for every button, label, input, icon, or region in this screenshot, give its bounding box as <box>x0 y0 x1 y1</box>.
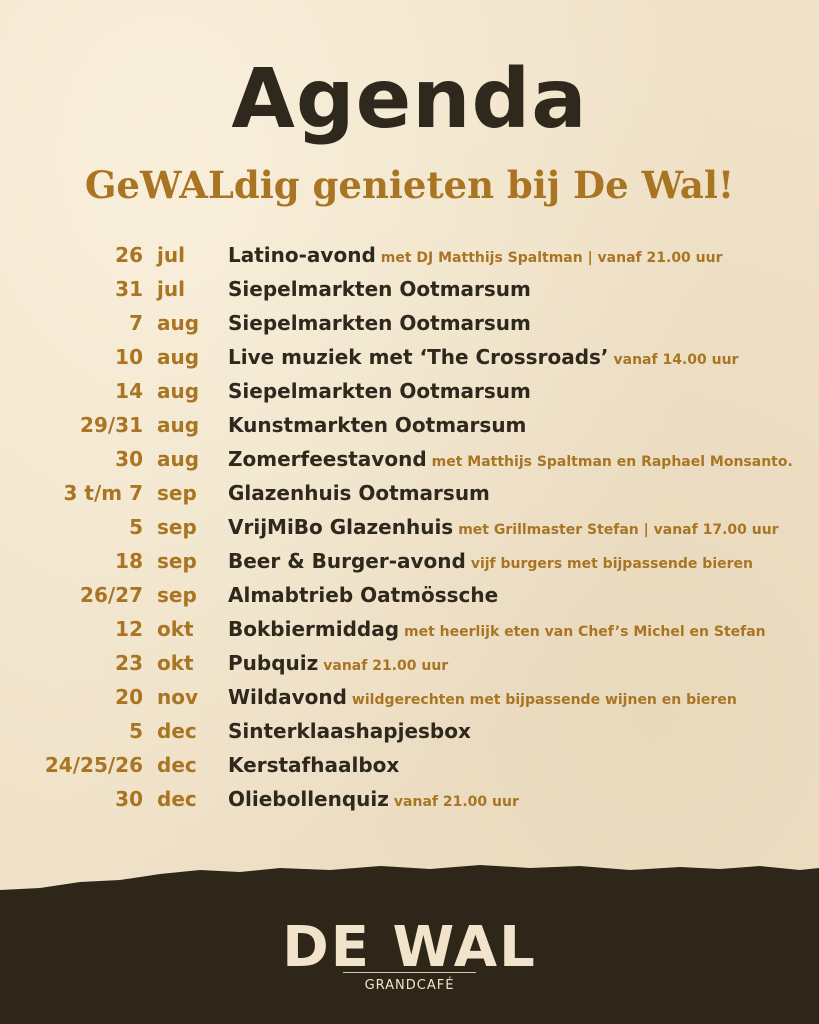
event-title: Glazenhuis Ootmarsum <box>228 481 490 505</box>
event-day: 23 <box>115 651 143 675</box>
event-month: jul <box>157 277 185 301</box>
event-day: 24/25/26 <box>44 753 143 777</box>
event-day: 5 <box>129 719 143 743</box>
agenda-row <box>0 750 819 784</box>
event-title: Kunstmarkten Ootmarsum <box>228 413 527 437</box>
agenda-row <box>0 512 819 546</box>
agenda-row <box>0 376 819 410</box>
event-entry <box>228 413 526 437</box>
event-month: okt <box>157 617 194 641</box>
event-month: sep <box>157 515 197 539</box>
event-month: aug <box>157 345 200 369</box>
event-title: Oliebollenquiz <box>228 787 389 811</box>
event-detail: wildgerechten met bijpassende wijnen en bieren <box>351 692 737 708</box>
event-title: Zomerfeestavond <box>228 447 427 471</box>
agenda-row <box>0 240 819 274</box>
event-entry <box>228 481 490 505</box>
event-entry <box>228 583 498 607</box>
event-month: dec <box>157 753 197 777</box>
event-entry <box>228 753 399 777</box>
event-month: sep <box>157 481 197 505</box>
event-entry <box>228 719 471 743</box>
event-entry <box>228 447 793 471</box>
agenda-row <box>0 546 819 580</box>
event-day: 26/27 <box>80 583 143 607</box>
event-title: Live muziek met ‘The Crossroads’ <box>228 345 609 369</box>
event-day: 5 <box>129 515 143 539</box>
event-title: Almabtrieb Oatmössche <box>228 583 499 607</box>
logo-divider <box>343 972 476 973</box>
page-title: Agenda <box>231 52 588 147</box>
agenda-list <box>0 240 819 818</box>
event-month: sep <box>157 549 197 573</box>
agenda-row <box>0 444 819 478</box>
event-entry <box>228 617 766 641</box>
agenda-row <box>0 478 819 512</box>
event-title: Pubquiz <box>228 651 319 675</box>
event-title: Beer & Burger-avond <box>228 549 466 573</box>
agenda-row <box>0 648 819 682</box>
event-title: Siepelmarkten Ootmarsum <box>228 311 531 335</box>
event-month: aug <box>157 311 200 335</box>
event-day: 14 <box>115 379 143 403</box>
event-title: Wildavond <box>228 685 347 709</box>
event-detail: vijf burgers met bijpassende bieren <box>470 556 753 572</box>
event-day: 29/31 <box>80 413 143 437</box>
agenda-row <box>0 716 819 750</box>
agenda-row <box>0 580 819 614</box>
logo-subtitle: GRANDCAFÉ <box>364 978 455 993</box>
event-title: Siepelmarkten Ootmarsum <box>228 277 531 301</box>
event-entry <box>228 549 753 573</box>
event-detail: met heerlijk eten van Chef’s Michel en Stefan <box>404 624 766 640</box>
event-month: nov <box>157 685 199 709</box>
agenda-row <box>0 342 819 376</box>
event-month: aug <box>157 413 200 437</box>
event-detail: met DJ Matthijs Spaltman | vanaf 21.00 uur <box>380 250 723 266</box>
event-month: okt <box>157 651 194 675</box>
event-month: jul <box>157 243 185 267</box>
event-day: 20 <box>115 685 143 709</box>
event-entry <box>228 345 738 369</box>
event-month: aug <box>157 447 200 471</box>
event-month: aug <box>157 379 200 403</box>
event-month: dec <box>157 719 197 743</box>
event-detail: vanaf 14.00 uur <box>613 352 739 368</box>
event-entry <box>228 515 779 539</box>
event-day: 3 t/m 7 <box>63 481 143 505</box>
event-detail: met Matthijs Spaltman en Raphael Monsanto. <box>431 454 793 470</box>
event-entry <box>228 651 448 675</box>
event-title: Bokbiermiddag <box>228 617 400 641</box>
event-title: VrijMiBo Glazenhuis <box>228 515 454 539</box>
event-detail: vanaf 21.00 uur <box>323 658 449 674</box>
event-day: 30 <box>115 447 143 471</box>
agenda-row <box>0 784 819 818</box>
event-month: dec <box>157 787 197 811</box>
event-day: 10 <box>115 345 143 369</box>
event-day: 31 <box>115 277 143 301</box>
event-day: 30 <box>115 787 143 811</box>
logo-wordmark: DE WAL <box>282 915 537 980</box>
event-title: Kerstafhaalbox <box>228 753 400 777</box>
event-day: 7 <box>129 311 143 335</box>
event-title: Siepelmarkten Ootmarsum <box>228 379 531 403</box>
event-title: Sinterklaashapjesbox <box>228 719 471 743</box>
agenda-row <box>0 410 819 444</box>
event-detail: met Grillmaster Stefan | vanaf 17.00 uur <box>458 522 779 538</box>
page-subtitle: GeWALdig genieten bij De Wal! <box>84 163 735 207</box>
agenda-row <box>0 614 819 648</box>
event-title: Latino-avond <box>228 243 376 267</box>
event-entry <box>228 379 531 403</box>
event-day: 26 <box>115 243 143 267</box>
event-entry <box>228 685 737 709</box>
agenda-row <box>0 274 819 308</box>
event-entry <box>228 243 723 267</box>
agenda-row <box>0 682 819 716</box>
agenda-row <box>0 308 819 342</box>
event-entry <box>228 311 531 335</box>
event-day: 12 <box>115 617 143 641</box>
event-entry <box>228 787 519 811</box>
event-month: sep <box>157 583 197 607</box>
event-day: 18 <box>115 549 143 573</box>
event-detail: vanaf 21.00 uur <box>393 794 519 810</box>
event-entry <box>228 277 531 301</box>
